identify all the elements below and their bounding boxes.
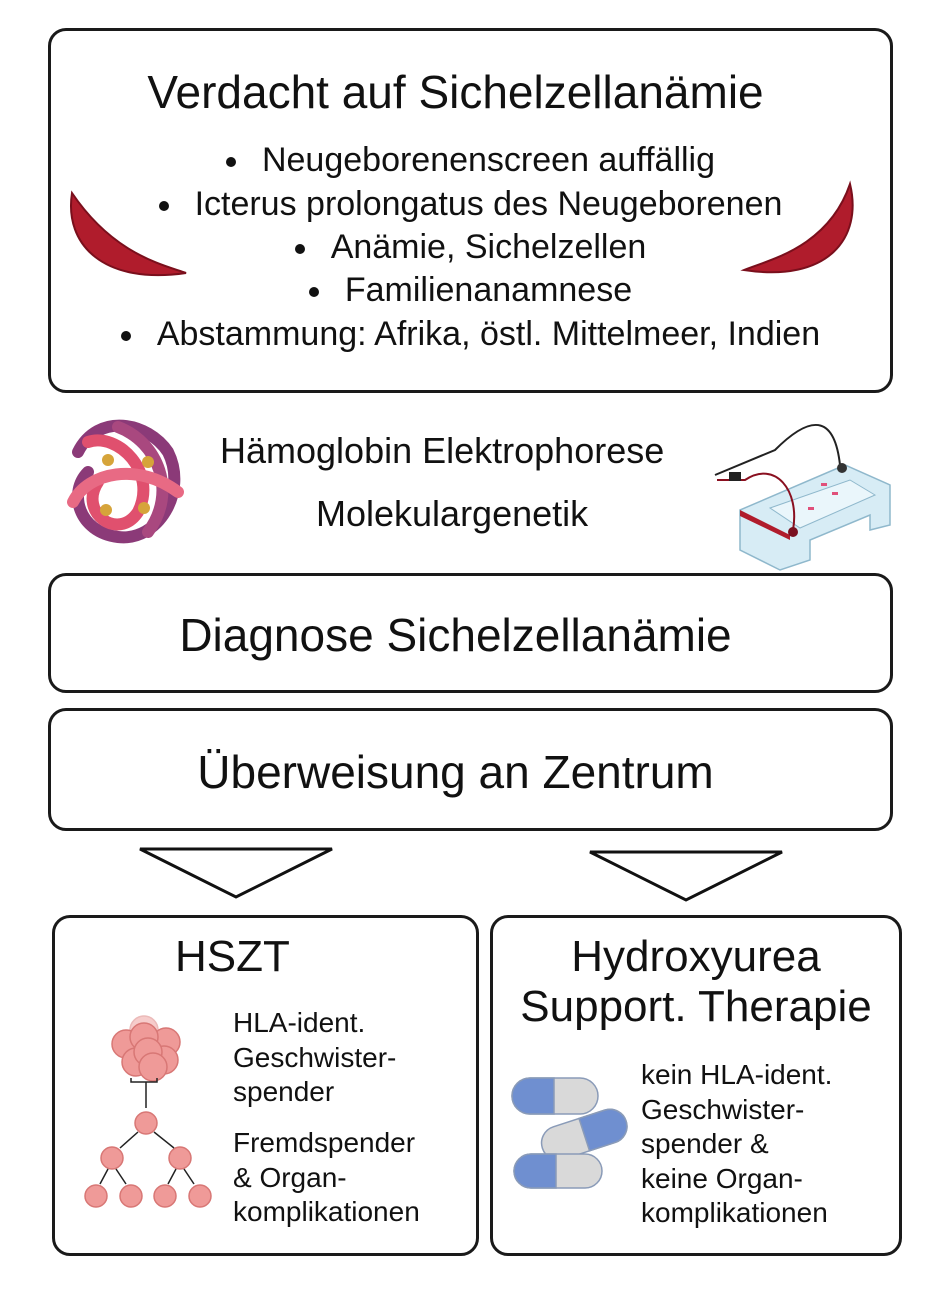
arrow-down-left-icon xyxy=(136,845,336,901)
hszt-title: HSZT xyxy=(175,932,290,981)
diagnosis-box xyxy=(48,573,893,693)
bullet-item: Anämie, Sichelzellen xyxy=(51,226,890,269)
sickle-cell-icon xyxy=(64,185,194,295)
hydroxyurea-criteria: kein HLA-ident. Geschwister- spender & keine Organ- komplikationen xyxy=(641,1059,833,1228)
stem-cell-differentiation-icon xyxy=(78,1012,218,1212)
referral-box xyxy=(48,708,893,831)
bullet-item: Neugeborenenscreen auffällig xyxy=(51,139,890,182)
hszt-criteria-sibling: HLA-ident. Geschwister- spender xyxy=(233,1007,397,1107)
diagnosis-label: Diagnose Sichelzellanämie xyxy=(179,609,732,661)
supportive-therapy-title: Support. Therapie xyxy=(520,982,872,1031)
test-molecular-genetics: Molekulargenetik xyxy=(316,493,589,534)
bullet-item: Abstammung: Afrika, östl. Mittelmeer, Indien xyxy=(51,313,890,356)
bullet-item: Icterus prolongatus des Neugeborenen xyxy=(51,183,890,226)
arrow-down-right-icon xyxy=(586,848,786,904)
referral-label: Überweisung an Zentrum xyxy=(197,746,714,798)
hemoglobin-icon xyxy=(58,412,198,557)
hydroxyurea-title: Hydroxyurea xyxy=(571,932,821,981)
capsules-icon xyxy=(508,1072,630,1194)
gel-electrophoresis-icon xyxy=(705,410,900,575)
bullet-item: Familienanamnese xyxy=(51,269,890,312)
test-electrophoresis: Hämoglobin Elektrophorese xyxy=(220,430,665,471)
hszt-criteria-unrelated: Fremdspender & Organ- komplikationen xyxy=(233,1127,420,1227)
sickle-cell-icon xyxy=(738,178,863,290)
suspicion-title: Verdacht auf Sichelzellanämie xyxy=(147,66,764,118)
